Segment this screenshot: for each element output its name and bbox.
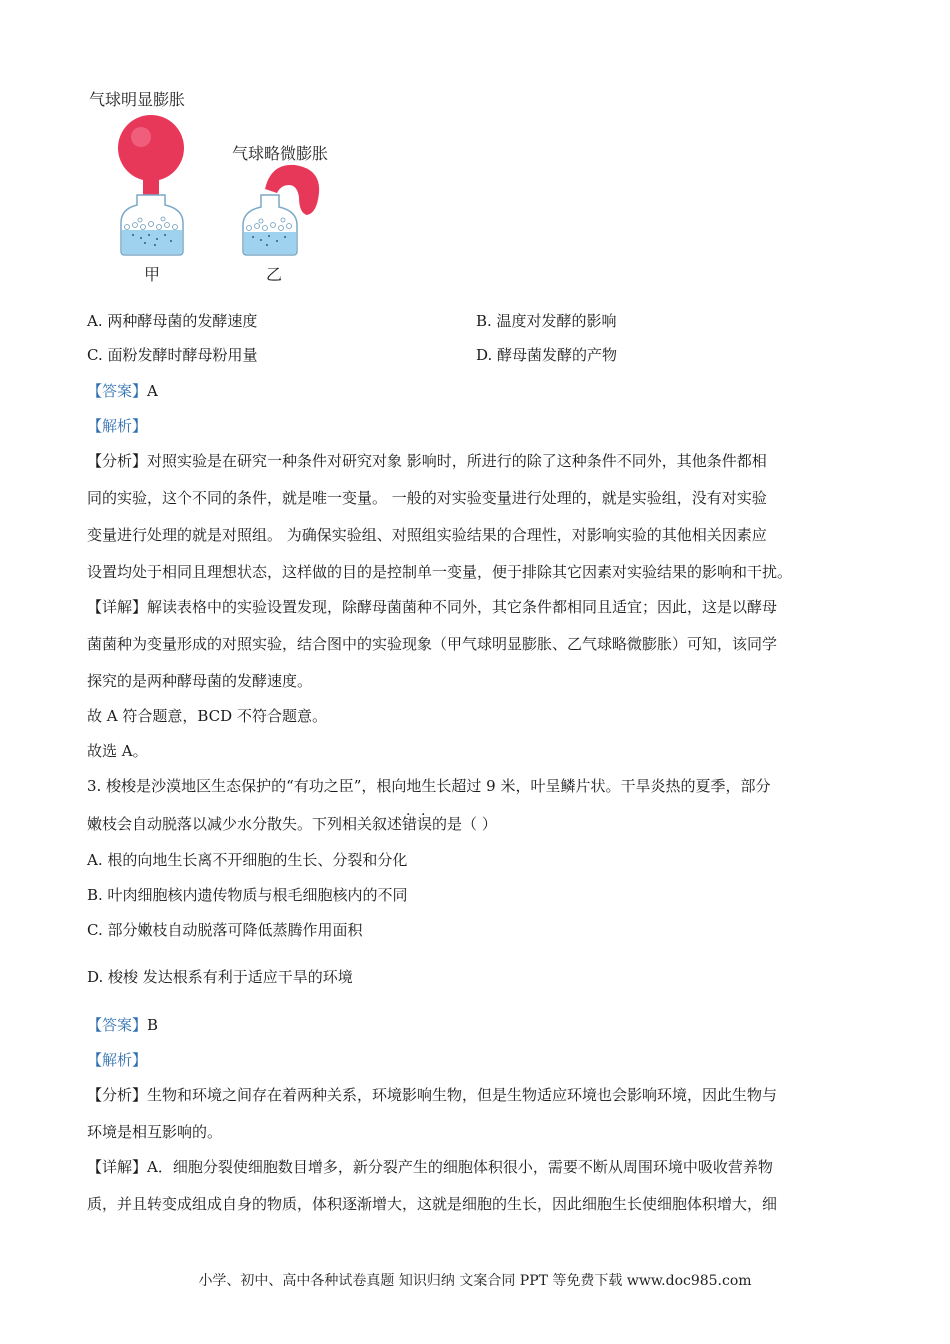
q2-option-d: D. 酵母菌发酵的产物 [476, 346, 618, 364]
emphasis-cuo: 错 [402, 815, 418, 833]
q2-fenxi-line-3: 变量进行处理的就是对照组。 为确保实验组、对照组实验结果的合理性，对影响实验的其他相关因素应 [87, 526, 767, 544]
q2-answer: A [147, 382, 158, 400]
q3-option-d: D. 梭梭 发达根系有利于适应干旱的环境 [87, 968, 353, 986]
emphasis-wu: 误 [417, 815, 433, 833]
q3-stem-text: 嫩枝会自动脱落以减少水分散失。下列相关叙述 [87, 815, 403, 833]
yi-liquid [244, 232, 296, 254]
q2-answer-line [87, 381, 158, 401]
jia-balloon [118, 115, 184, 181]
q3-xiangjie-line-2: 质，并且转变成组成自身的物质，体积逐渐增大，这就是细胞的生长，因此细胞生长使细胞体积增大，细 [87, 1195, 778, 1213]
yi-label: 乙 [266, 265, 283, 284]
xiangjie-tag: 【详解】 [87, 598, 148, 616]
answer-tag: 【答案】 [87, 382, 148, 400]
q2-option-c: C. 面粉发酵时酵母粉用量 [87, 346, 258, 364]
analysis-tag: 【解析】 [87, 1051, 148, 1069]
q3-option-a: A. 根的向地生长离不开细胞的生长、分裂和分化 [87, 851, 408, 869]
q2-choose: 故选 A。 [87, 742, 148, 760]
jia-apparatus [118, 115, 184, 255]
q2-fenxi-line-2: 同的实验，这个不同的条件，就是唯一变量。 一般的对实验变量进行处理的，就是实验组，没有对实验 [87, 489, 767, 507]
jia-balloon-label: 气球明显膨胀 [89, 90, 186, 109]
q2-conclusion: 故 A 符合题意，BCD 不符合题意。 [87, 707, 327, 725]
yi-apparatus [243, 165, 319, 255]
fermentation-figure [85, 85, 355, 290]
fenxi-tag: 【分析】 [87, 452, 148, 470]
q2-fenxi-text-1: 对照实验是在研究一种条件对研究对象 影响时，所进行的除了这种条件不同外，其他条件都相 [147, 452, 767, 470]
q3-xiangjie-text-1: A．细胞分裂使细胞数目增多，新分裂产生的细胞体积很小，需要不断从周围环境中吸收营养物 [147, 1158, 773, 1176]
q3-option-b: B. 叶肉细胞核内遗传物质与根毛细胞核内的不同 [87, 886, 408, 904]
q3-fenxi-text-1: 生物和环境之间存在着两种关系，环境影响生物，但是生物适应环境也会影响环境，因此生物与 [147, 1086, 778, 1104]
yi-balloon-label: 气球略微膨胀 [232, 144, 329, 163]
q2-xiangjie-line-1 [87, 597, 777, 617]
q2-option-b: B. 温度对发酵的影响 [476, 312, 617, 330]
q3-option-c: C. 部分嫩枝自动脱落可降低蒸腾作用面积 [87, 921, 363, 939]
q3-stem-line-2 [87, 814, 497, 834]
balloon-bottles-illustration [85, 85, 355, 290]
q3-fenxi-line-2: 环境是相互影响的。 [87, 1123, 223, 1141]
q3-stem-blank: 的是（ ） [432, 815, 497, 833]
page-footer: 小学、初中、高中各种试卷真题 知识归纳 文案合同 PPT 等免费下载 www.doc985.com [198, 1273, 752, 1289]
jia-label: 甲 [144, 265, 161, 284]
q2-xiangjie-text-1: 解读表格中的实验设置发现，除酵母菌菌种不同外，其它条件都相同且适宜；因此，这是以酵母 [147, 598, 778, 616]
q2-xiangjie-line-3: 探究的是两种酵母菌的发酵速度。 [87, 672, 313, 690]
q2-analysis-heading [87, 416, 147, 436]
fenxi-tag: 【分析】 [87, 1086, 148, 1104]
xiangjie-tag: 【详解】 [87, 1158, 148, 1176]
q3-stem-line-1: 3. 梭梭是沙漠地区生态保护的“有功之臣”，根向地生长超过 9 米，叶呈鳞片状。干旱炎热的夏季，部分 [87, 777, 771, 795]
q2-option-a: A. 两种酵母菌的发酵速度 [87, 312, 258, 330]
jia-liquid [122, 230, 182, 254]
q3-fenxi-line-1 [87, 1085, 777, 1105]
answer-tag: 【答案】 [87, 1016, 148, 1034]
q3-answer: B [147, 1016, 159, 1034]
q3-analysis-heading [87, 1050, 147, 1070]
jia-balloon-neck [143, 177, 159, 195]
q3-xiangjie-line-1 [87, 1157, 773, 1177]
q3-answer-line [87, 1015, 158, 1035]
q2-fenxi-line-4: 设置均处于相同且理想状态，这样做的目的是控制单一变量，便于排除其它因素对实验结果的影响和干扰。 [87, 563, 793, 581]
q2-xiangjie-line-2: 菌菌种为变量形成的对照实验，结合图中的实验现象（甲气球明显膨胀、乙气球略微膨胀）可知，该同学 [87, 635, 778, 653]
q2-fenxi-line-1 [87, 451, 767, 471]
analysis-tag: 【解析】 [87, 417, 148, 435]
